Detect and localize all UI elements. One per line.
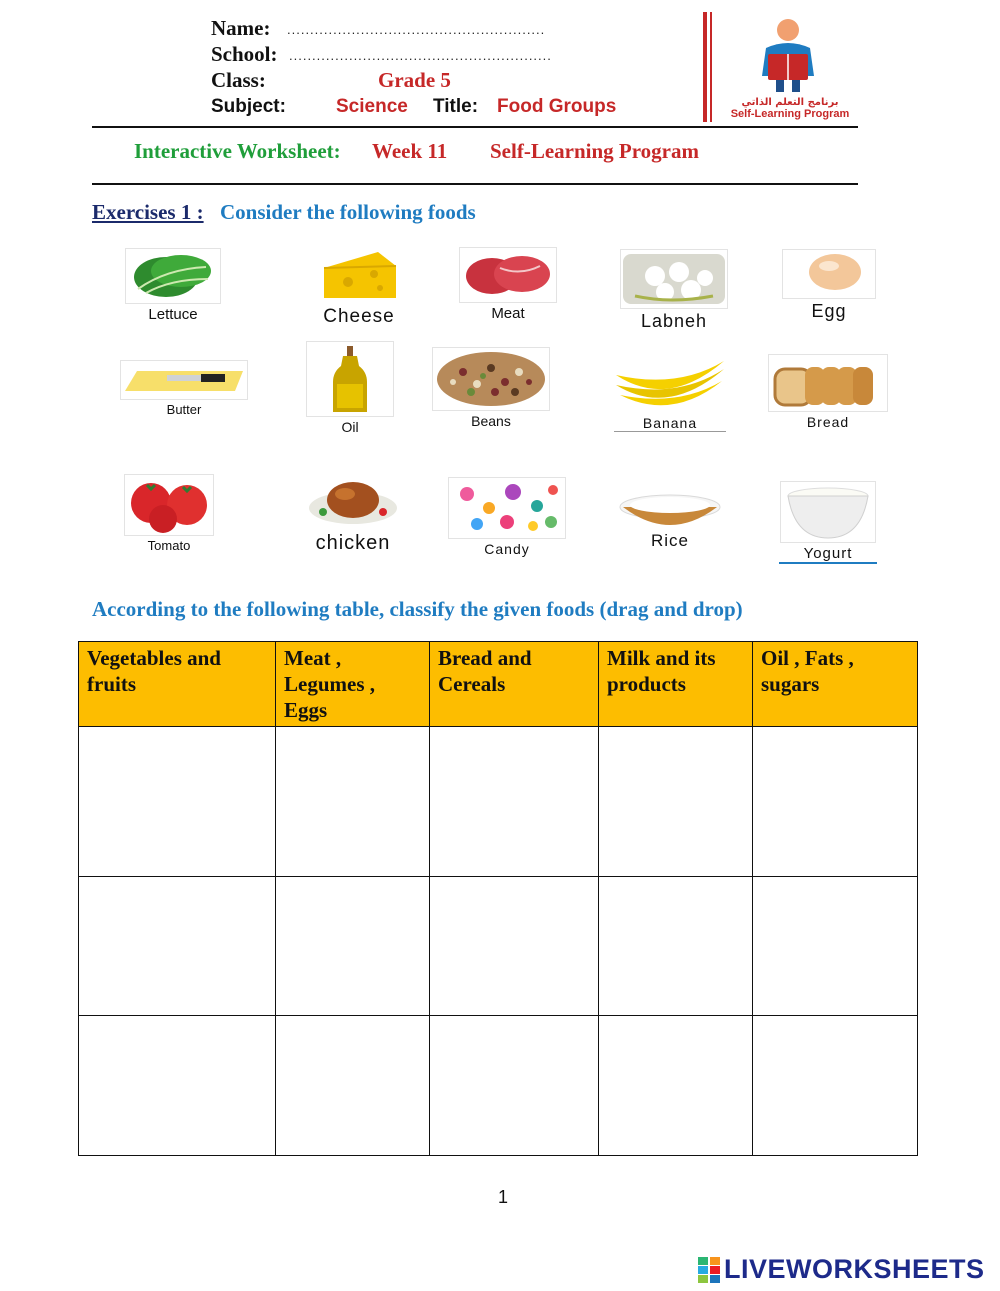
liveworksheets-logo-icon — [698, 1257, 720, 1283]
logo-arabic-text: برنامج التعلم الذاتي — [741, 97, 839, 108]
header-oil-fats-sugars: Oil , Fats , sugars — [753, 642, 918, 727]
food-label: Banana — [614, 415, 726, 432]
subject-label: Subject: — [211, 96, 286, 117]
classification-table — [78, 641, 918, 1156]
food-card-oil[interactable] — [304, 341, 396, 435]
table-row — [79, 877, 918, 1016]
drop-zone[interactable] — [753, 727, 918, 877]
yogurt-icon — [781, 482, 875, 542]
drop-zone[interactable] — [79, 877, 276, 1016]
butter-icon — [121, 361, 247, 399]
header-divider-thin — [710, 12, 712, 122]
food-card-bread[interactable] — [766, 354, 890, 430]
food-card-tomato[interactable] — [122, 474, 216, 553]
food-card-beans[interactable] — [430, 347, 552, 429]
food-card-banana[interactable] — [610, 355, 730, 433]
class-label: Class: — [211, 68, 266, 92]
drop-zone[interactable] — [599, 1016, 753, 1156]
beans-icon — [433, 348, 549, 410]
exercise-instruction: Consider the following foods — [220, 200, 476, 224]
school-label: School: — [211, 42, 278, 66]
food-card-candy[interactable] — [446, 477, 568, 557]
food-card-cheese[interactable] — [312, 244, 406, 328]
food-label: Butter — [166, 402, 202, 417]
cheese-icon — [318, 244, 400, 304]
drop-zone[interactable] — [430, 877, 599, 1016]
chicken-icon — [305, 474, 401, 530]
brand-wordmark[interactable]: LIVEWORKSHEETS — [724, 1254, 985, 1284]
header-rule — [92, 126, 858, 128]
school-field[interactable]: ......................................................... — [289, 48, 552, 63]
exercise-label: Exercises 1 : — [92, 200, 204, 224]
food-label: Tomato — [147, 538, 191, 553]
banana-icon — [612, 355, 728, 413]
drop-zone[interactable] — [753, 877, 918, 1016]
header-divider — [703, 12, 707, 122]
class-value: Grade 5 — [378, 68, 451, 92]
food-label: Lettuce — [148, 306, 198, 323]
logo-english-text: Self-Learning Program — [730, 108, 850, 120]
program-label: Self-Learning Program — [490, 139, 699, 163]
drop-zone[interactable] — [79, 1016, 276, 1156]
title-value: Food Groups — [497, 96, 617, 117]
banner-rule — [92, 183, 858, 185]
header-meat-legumes-eggs: Meat , Legumes , Eggs — [276, 642, 430, 727]
egg-icon — [783, 250, 875, 298]
food-label: Yogurt — [779, 545, 877, 564]
program-logo — [722, 14, 858, 124]
subject-value: Science — [336, 96, 408, 117]
food-label: Labneh — [640, 311, 708, 331]
worksheet-label: Interactive Worksheet: — [134, 139, 341, 163]
header-bread-cereals: Bread and Cereals — [430, 642, 599, 727]
drop-zone[interactable] — [430, 1016, 599, 1156]
food-card-meat[interactable] — [456, 247, 560, 322]
bread-icon — [769, 355, 887, 411]
food-card-labneh[interactable] — [618, 249, 730, 332]
title-label: Title: — [433, 96, 479, 117]
week-label: Week 11 — [372, 139, 448, 163]
drop-zone[interactable] — [430, 727, 599, 877]
tomato-icon — [125, 475, 213, 535]
food-label: Meat — [491, 305, 525, 322]
table-row — [79, 727, 918, 877]
food-label: Bread — [806, 414, 850, 430]
drop-zone[interactable] — [276, 727, 430, 877]
drop-zone[interactable] — [599, 727, 753, 877]
drop-zone[interactable] — [276, 1016, 430, 1156]
drop-zone[interactable] — [753, 1016, 918, 1156]
food-label: Beans — [471, 413, 511, 429]
food-card-egg[interactable] — [780, 249, 878, 322]
food-label: Cheese — [323, 306, 395, 327]
drop-zone[interactable] — [79, 727, 276, 877]
food-card-chicken[interactable] — [302, 474, 404, 555]
header-milk-products: Milk and its products — [599, 642, 753, 727]
meat-icon — [460, 248, 556, 302]
food-label: chicken — [315, 532, 391, 554]
food-label: Egg — [811, 301, 847, 321]
name-label: Name: — [211, 16, 271, 40]
page-number: 1 — [498, 1187, 509, 1207]
food-card-rice[interactable] — [612, 487, 728, 551]
labneh-icon — [621, 250, 727, 308]
food-card-butter[interactable] — [118, 360, 250, 417]
food-label: Candy — [484, 541, 530, 557]
classify-instruction: According to the following table, classify the given foods (drag and drop) — [92, 597, 743, 621]
reading-child-icon — [722, 14, 858, 94]
food-label: Rice — [650, 531, 689, 550]
rice-icon — [615, 487, 725, 529]
food-card-lettuce[interactable] — [120, 248, 226, 323]
drop-zone[interactable] — [599, 877, 753, 1016]
table-row — [79, 1016, 918, 1156]
lettuce-icon — [126, 249, 220, 303]
table-header-row — [79, 642, 918, 727]
candy-icon — [449, 478, 565, 538]
drop-zone[interactable] — [276, 877, 430, 1016]
food-label: Oil — [341, 419, 359, 435]
header-vegetables-fruits: Vegetables and fruits — [79, 642, 276, 727]
oil-icon — [307, 342, 393, 416]
food-card-yogurt[interactable] — [776, 481, 880, 564]
name-field[interactable]: ........................................................ — [287, 22, 546, 37]
